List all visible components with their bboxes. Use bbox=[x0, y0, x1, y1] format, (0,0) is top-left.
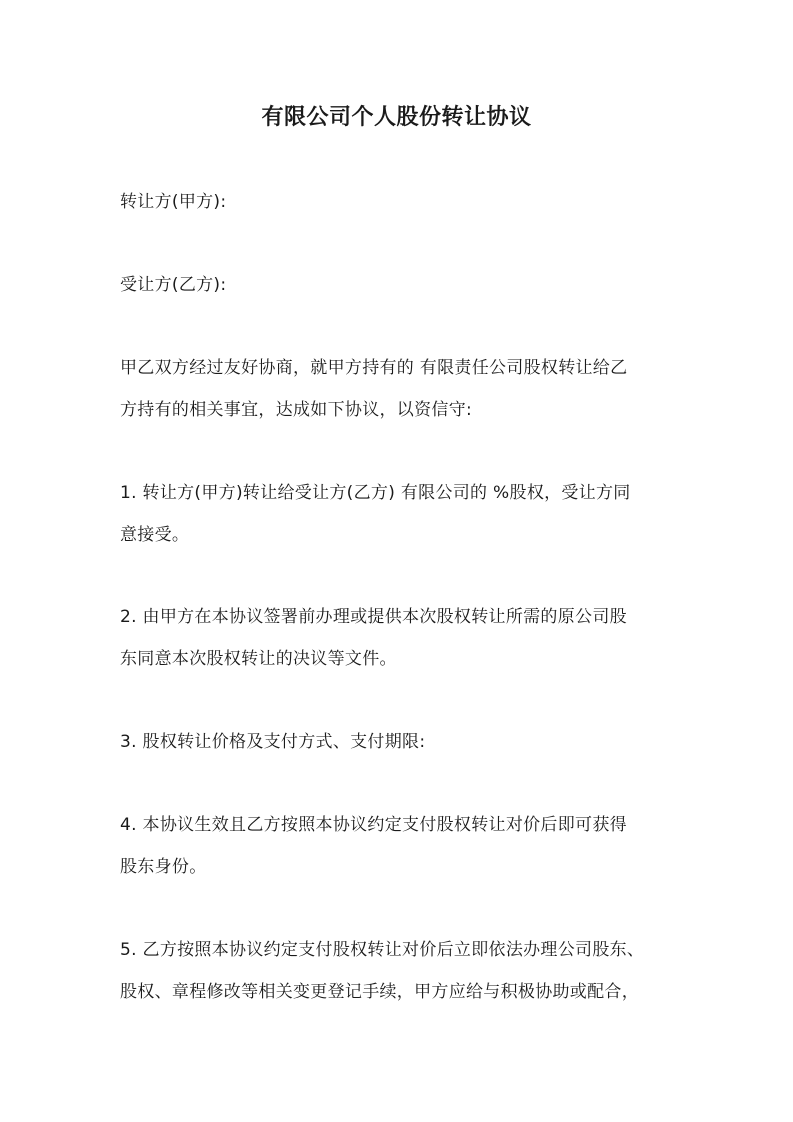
clause-4-line-1: 4. 本协议生效且乙方按照本协议约定支付股权转让对价后即可获得 bbox=[120, 815, 627, 835]
intro-paragraph bbox=[120, 347, 680, 431]
document-title: 有限公司个人股份转让协议 bbox=[261, 105, 532, 130]
transferor-line: 转让方(甲方): bbox=[120, 192, 227, 212]
clause-2 bbox=[120, 596, 680, 680]
transferor-label bbox=[120, 181, 680, 223]
clause-5-line-2: 股权、章程修改等相关变更登记手续，甲方应给与积极协助或配合， bbox=[120, 982, 639, 1002]
clause-2-line-1: 2. 由甲方在本协议签署前办理或提供本次股权转让所需的原公司股 bbox=[120, 607, 627, 627]
transferee-label bbox=[120, 264, 680, 306]
clause-4 bbox=[120, 804, 680, 888]
clause-3 bbox=[120, 721, 680, 763]
clause-5-line-1: 5. 乙方按照本协议约定支付股权转让对价后立即依法办理公司股东、 bbox=[120, 940, 645, 960]
clause-5 bbox=[120, 929, 680, 1013]
transferee-line: 受让方(乙方): bbox=[120, 275, 227, 295]
intro-line-2: 方持有的相关事宜，达成如下协议，以资信守: bbox=[120, 400, 473, 420]
clause-4-line-2: 股东身份。 bbox=[120, 857, 207, 877]
clause-3-line-1: 3. 股权转让价格及支付方式、支付期限: bbox=[120, 732, 426, 752]
clause-1-line-2: 意接受。 bbox=[120, 525, 190, 545]
intro-line-1: 甲乙双方经过友好协商，就甲方持有的 有限责任公司股权转让给乙 bbox=[120, 358, 628, 378]
clause-2-line-2: 东同意本次股权转让的决议等文件。 bbox=[120, 649, 397, 669]
clause-1 bbox=[120, 472, 680, 556]
clause-1-line-1: 1. 转让方(甲方)转让给受让方(乙方) 有限公司的 %股权，受让方同 bbox=[120, 483, 631, 503]
